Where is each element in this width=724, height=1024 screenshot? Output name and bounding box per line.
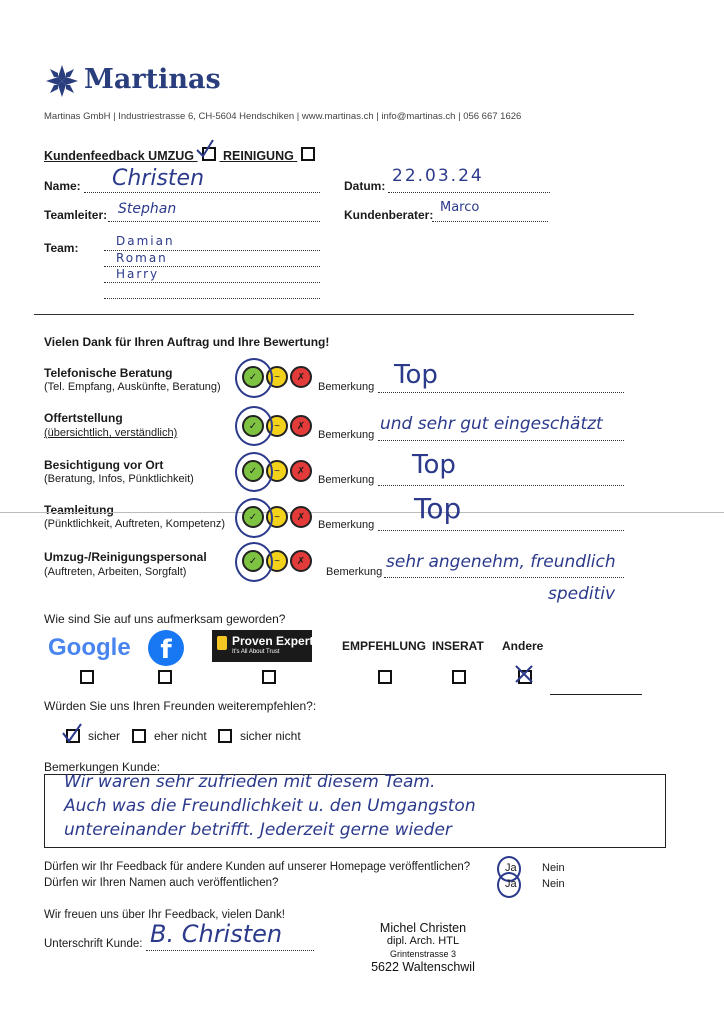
rating-4-selection-circle (235, 498, 273, 538)
rating-remark-label-1: Bemerkung (318, 381, 375, 393)
rating-remark-5[interactable]: sehr angenehm, freundlich (386, 552, 616, 572)
rating-remark-label-3: Bemerkung (318, 474, 375, 486)
publish-nein-2[interactable]: Nein (542, 878, 565, 890)
rating-5-ok-icon[interactable]: ~ (266, 550, 288, 572)
recommend-question: Würden Sie uns Ihren Freunden weiterempfehlen?: (44, 699, 317, 713)
company-name: Martinas (84, 64, 221, 95)
source-question: Wie sind Sie auf uns aufmerksam geworden? (44, 612, 286, 626)
rating-4-good-icon[interactable]: ✓ (242, 506, 264, 528)
teamleiter-label: Teamleiter: (44, 208, 108, 222)
proven-expert-text: Proven Expert (232, 634, 314, 648)
facebook-f-icon: f (160, 635, 172, 665)
comment-line-3: untereinander betrifft. Jederzeit gerne wieder (64, 820, 452, 840)
publish-nein-1[interactable]: Nein (542, 862, 565, 874)
rating-1-bad-icon[interactable]: ✗ (290, 366, 312, 388)
rating-subtitle-2: (übersichtlich, verständlich) (44, 427, 178, 439)
publish-ja-1[interactable]: Ja (505, 862, 517, 874)
rating-1-good-icon[interactable]: ✓ (242, 366, 264, 388)
rating-2-ok-icon[interactable]: ~ (266, 415, 288, 437)
publish-question-2: Dürfen wir Ihren Namen auch veröffentlichen? (44, 877, 279, 889)
proven-expert-logo (212, 630, 312, 662)
facebook-logo (148, 630, 184, 666)
title-reinigung: REINIGUNG (222, 149, 294, 163)
datum-label: Datum: (344, 179, 386, 193)
reinigung-checkbox[interactable] (301, 147, 315, 161)
signature-label: Unterschrift Kunde: (44, 938, 143, 950)
recommend-sicher-nicht-checkbox[interactable] (218, 729, 232, 743)
rating-remark-label-5: Bemerkung (326, 566, 383, 578)
facebook-checkbox[interactable] (158, 670, 172, 684)
empfehlung-checkbox[interactable] (378, 670, 392, 684)
comment-line-1: Wir waren sehr zufrieden mit diesem Team. (64, 772, 436, 792)
name-line (84, 192, 320, 193)
stamp-street: Grintenstrasse 3 (389, 949, 457, 959)
rating-2-bad-icon[interactable]: ✗ (290, 415, 312, 437)
recommend-eher-nicht-label: eher nicht (154, 729, 207, 743)
proven-expert-badge-icon (217, 636, 227, 650)
rating-remark-2[interactable]: und sehr gut eingeschätzt (380, 414, 603, 434)
stamp-city: 5622 Waltenschwil (371, 960, 475, 974)
rating-remark-4[interactable]: Top (414, 492, 462, 525)
logo (44, 63, 80, 99)
teamleiter-value[interactable]: Stephan (118, 201, 177, 217)
empfehlung-label: EMPFEHLUNG (342, 639, 426, 653)
teamleiter-line (108, 221, 320, 222)
rating-5-selection-circle (235, 542, 273, 582)
address-stamp (360, 922, 486, 974)
kundenberater-line (432, 221, 548, 222)
rating-intro: Vielen Dank für Ihren Auftrag und Ihre Bewertung! (44, 335, 330, 349)
team-line-4 (104, 298, 320, 299)
publish-question-1: Dürfen wir Ihr Feedback für andere Kunden auf unserer Homepage veröffentlichen? (44, 861, 471, 873)
andere-line (550, 694, 642, 695)
comment-line-2: Auch was die Freundlichkeit u. den Umgangston (64, 796, 476, 816)
team-member-3[interactable]: Harry (116, 267, 160, 281)
rating-3-good-icon[interactable]: ✓ (242, 460, 264, 482)
google-checkbox[interactable] (80, 670, 94, 684)
andere-label: Andere (502, 639, 544, 653)
rating-remark-5-continued[interactable]: speditiv (548, 584, 616, 604)
rating-remark-line-3 (378, 485, 624, 486)
publish-ja-2[interactable]: Ja (505, 878, 517, 890)
address-line: Martinas GmbH | Industriestrasse 6, CH-5604 Hendschiken | www.martinas.ch | info@martinas.ch | 056 667 1626 (44, 111, 522, 122)
thanks-text: Wir freuen uns über Ihr Feedback, vielen Dank! (44, 909, 285, 921)
team-label: Team: (44, 241, 79, 255)
proven-expert-checkbox[interactable] (262, 670, 276, 684)
rating-subtitle-1: (Tel. Empfang, Auskünfte, Beratung) (44, 381, 221, 393)
kundenberater-label: Kundenberater: (344, 208, 434, 222)
rating-3-bad-icon[interactable]: ✗ (290, 460, 312, 482)
rating-remark-line-5 (384, 577, 624, 578)
datum-line (388, 192, 550, 193)
rating-4-ok-icon[interactable]: ~ (266, 506, 288, 528)
inserat-checkbox[interactable] (452, 670, 466, 684)
rating-5-good-icon[interactable]: ✓ (242, 550, 264, 572)
rating-title-2: Offertstellung (44, 411, 123, 425)
google-logo (48, 634, 131, 662)
rating-remark-label-4: Bemerkung (318, 519, 375, 531)
martinas-logo-icon (44, 63, 80, 99)
sicher-check-mark-icon (60, 721, 84, 745)
rating-5-bad-icon[interactable]: ✗ (290, 550, 312, 572)
google-text: Google (48, 634, 131, 661)
recommend-sicher-label: sicher (88, 729, 121, 743)
stamp-name: Michel Christen (379, 921, 467, 935)
comments-label: Bemerkungen Kunde: (44, 760, 161, 774)
rating-remark-1[interactable]: Top (394, 360, 438, 390)
stamp-title: dipl. Arch. HTL (386, 935, 460, 947)
title-umzug: Kundenfeedback UMZUG (44, 149, 195, 163)
rating-4-bad-icon[interactable]: ✗ (290, 506, 312, 528)
andere-check-mark-icon (512, 662, 536, 686)
rating-title-3: Besichtigung vor Ort (44, 458, 164, 472)
team-line-3 (104, 282, 320, 283)
rating-title-1: Telefonische Beratung (44, 366, 173, 380)
rating-1-ok-icon[interactable]: ~ (266, 366, 288, 388)
rating-remark-label-2: Bemerkung (318, 429, 375, 441)
signature-value[interactable]: B. Christen (150, 920, 283, 948)
recommend-sicher-nicht-label: sicher nicht (240, 729, 301, 743)
rating-2-good-icon[interactable]: ✓ (242, 415, 264, 437)
fold-line (0, 512, 724, 513)
kundenberater-value[interactable]: Marco (440, 200, 480, 215)
signature-line (146, 950, 314, 951)
inserat-label: INSERAT (432, 639, 484, 653)
rating-subtitle-4: (Pünktlichkeit, Auftreten, Kompetenz) (44, 518, 225, 530)
form-title (44, 146, 315, 163)
rating-remark-line-4 (378, 530, 624, 531)
rating-remark-line-2 (378, 440, 624, 441)
rating-remark-line-1 (378, 392, 624, 393)
rating-subtitle-3: (Beratung, Infos, Pünktlichkeit) (44, 473, 194, 485)
publish-ja-2-circle (497, 872, 521, 898)
rating-remark-3[interactable]: Top (412, 450, 456, 480)
rating-subtitle-5: (Auftreten, Arbeiten, Sorgfalt) (44, 566, 187, 578)
rating-1-selection-circle (235, 358, 273, 398)
rating-title-5: Umzug-/Reinigungspersonal (44, 550, 207, 564)
name-value[interactable]: Christen (112, 166, 205, 191)
name-label: Name: (44, 179, 81, 193)
rating-3-ok-icon[interactable]: ~ (266, 460, 288, 482)
team-member-2[interactable]: Roman (116, 251, 168, 265)
rating-3-selection-circle (235, 452, 273, 492)
rating-2-selection-circle (235, 406, 273, 446)
recommend-eher-nicht-checkbox[interactable] (132, 729, 146, 743)
team-member-1[interactable]: Damian (116, 234, 175, 248)
datum-value[interactable]: 22.03.24 (392, 166, 484, 186)
umzug-check-mark-icon (194, 138, 216, 160)
rating-title-4: Teamleitung (44, 503, 114, 517)
section-divider (34, 314, 634, 315)
proven-expert-tagline: It's All About Trust (232, 649, 280, 655)
